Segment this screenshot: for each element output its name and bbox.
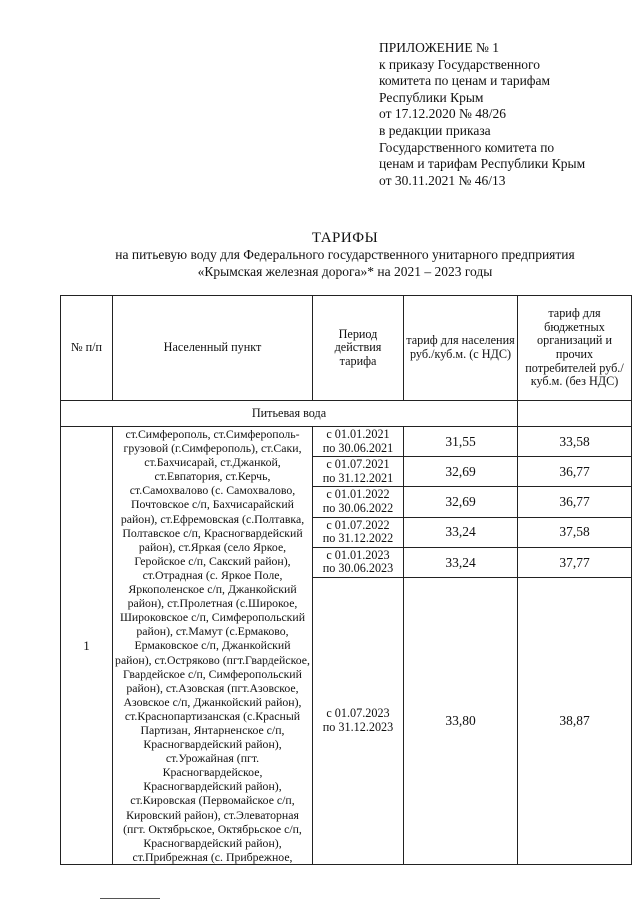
period-cell [313, 577, 404, 864]
appendix-line: ПРИЛОЖЕНИЕ № 1 [379, 40, 500, 55]
period-to: по 30.06.2021 [322, 440, 394, 455]
period-to: по 31.12.2023 [322, 719, 394, 734]
period-from: с 01.01.2022 [326, 487, 390, 502]
appendix-block [379, 40, 629, 189]
population-tariff: 32,69 [404, 457, 518, 487]
budget-tariff: 33,58 [518, 427, 632, 457]
period-cell [313, 547, 404, 577]
budget-tariff: 38,87 [518, 577, 632, 864]
table-row [61, 427, 632, 457]
period-from: с 01.01.2023 [326, 547, 390, 562]
document-title: ТАРИФЫ [311, 230, 379, 246]
population-tariff: 31,55 [404, 427, 518, 457]
header-number: № п/п [61, 296, 113, 401]
header-period: Период действия тарифа [313, 296, 404, 401]
appendix-line: Государственного комитета по [379, 139, 555, 155]
population-tariff: 33,24 [404, 547, 518, 577]
section-title: Питьевая вода [61, 401, 518, 427]
appendix-line: к приказу Государственного [379, 56, 541, 72]
period-from: с 01.07.2023 [326, 706, 390, 721]
period-to: по 30.06.2022 [322, 500, 394, 515]
period-cell [313, 517, 404, 547]
appendix-line: комитета по ценам и тарифам [379, 73, 551, 89]
period-to: по 31.12.2021 [322, 470, 394, 485]
section-empty-cell [518, 401, 632, 427]
tariff-table [60, 295, 632, 865]
footnote-divider [100, 898, 160, 899]
header-population-tariff: тариф для населения руб./куб.м. (с НДС) [404, 296, 518, 401]
budget-tariff: 36,77 [518, 487, 632, 517]
header-place: Населенный пункт [113, 296, 313, 401]
period-to: по 30.06.2023 [322, 561, 394, 576]
budget-tariff: 37,58 [518, 517, 632, 547]
document-title-block [40, 229, 640, 280]
period-cell [313, 487, 404, 517]
budget-tariff: 36,77 [518, 457, 632, 487]
appendix-line: в редакции приказа [379, 122, 491, 138]
period-cell [313, 427, 404, 457]
period-from: с 01.01.2021 [326, 427, 390, 442]
document-subtitle-line-2: «Крымская железная дорога»* на 2021 – 2023 годы [197, 263, 493, 279]
budget-tariff: 37,77 [518, 547, 632, 577]
period-cell [313, 457, 404, 487]
document-subtitle-line-1: на питьевую воду для Федерального государственного унитарного предприятия [115, 247, 575, 262]
row-number: 1 [61, 427, 113, 865]
section-row [61, 401, 632, 427]
table-header-row [61, 296, 632, 401]
header-budget-tariff: тариф для бюджетных организаций и прочих потребителей руб./куб.м. (без НДС) [518, 296, 632, 401]
appendix-line: Республики Крым [379, 89, 484, 105]
appendix-line: от 17.12.2020 № 48/26 [379, 106, 506, 122]
population-tariff: 33,24 [404, 517, 518, 547]
population-tariff: 33,80 [404, 577, 518, 864]
settlement-list: ст.Симферополь, ст.Симферополь-грузовой (г.Симферополь), ст.Саки, ст.Бахчисарай, ст.Джанкой, ст.Евпатория, ст.Керчь, ст.Самохвалово (с. Самохвалово, Почтовское с/п, Бахчисарайский район), ст.Ефремовская (с.Полтавка, Полтавское с/п, Красногвардейский район), ст.Яркая (село Яркое, Геройское с/п, Сакский район), ст.Отрадная (с. Яркое Поле, Яркополенское с/п, Джанкойский район), ст.Пролетная (с.Широкое, Широковское с/п, Симферопольский район), ст.Мамут (с.Ермаково, Ермаковское с/п, Джанкойский район), ст.Остряково (пгт.Гвардейское, Гвардейское с/п, Симферопольский район), ст.Азовская (пгт.Азовское, Азовское с/п, Джанкойский район), ст.Краснопартизанская (с.Красный Партизан, Янтарненское с/п, Красногвардейский район), ст.Урожайная (пгт. Красногвардейское, Красногвардейский район), ст.Кировская (Первомайское с/п, Кировский район), ст.Элеваторная (пгт. Октябрьское, Октябрьское с/п, Красногвардейский район), ст.Прибрежная (с. Прибрежное, [113, 427, 313, 865]
period-from: с 01.07.2021 [326, 457, 390, 472]
appendix-line: от 30.11.2021 № 46/13 [379, 172, 506, 188]
period-from: с 01.07.2022 [326, 517, 390, 532]
period-to: по 31.12.2022 [322, 531, 394, 546]
appendix-line: ценам и тарифам Республики Крым [379, 156, 586, 172]
population-tariff: 32,69 [404, 487, 518, 517]
